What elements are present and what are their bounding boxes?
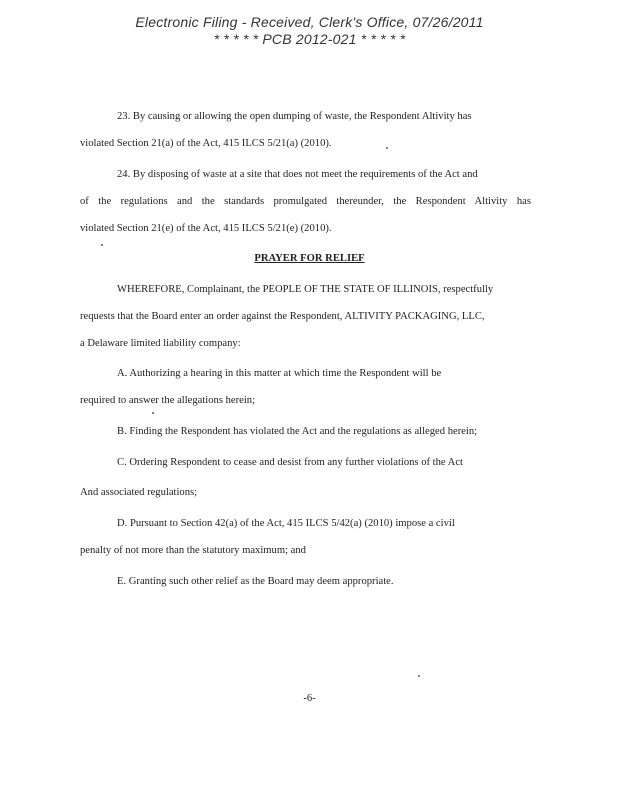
prayer-line-2: requests that the Board enter an order against the Respondent, ALTIVITY PACKAGING, LLC, bbox=[80, 311, 485, 322]
item-c-line-1: C. Ordering Respondent to cease and desist from any further violations of the Act bbox=[117, 457, 463, 468]
prayer-line-1: WHEREFORE, Complainant, the PEOPLE OF THE STATE OF ILLINOIS, respectfully bbox=[117, 284, 494, 295]
scan-speck bbox=[418, 675, 420, 677]
para-24-line-1: 24. By disposing of waste at a site that does not meet the requirements of the Act and bbox=[117, 169, 478, 180]
page-number: -6- bbox=[303, 693, 316, 704]
scan-speck bbox=[152, 412, 154, 414]
para-24-line-3: violated Section 21(e) of the Act, 415 ILCS 5/21(e) (2010). bbox=[80, 223, 332, 234]
para-23-line-1: 23. By causing or allowing the open dumping of waste, the Respondent Altivity has bbox=[117, 111, 472, 122]
scan-speck bbox=[101, 244, 103, 246]
scan-speck bbox=[386, 147, 388, 149]
item-b-line-1: B. Finding the Respondent has violated the Act and the regulations as alleged herein; bbox=[117, 426, 478, 437]
item-c-line-2: And associated regulations; bbox=[80, 487, 198, 498]
item-d-line-2: penalty of not more than the statutory maximum; and bbox=[80, 545, 306, 556]
item-a-line-2: required to answer the allegations herein; bbox=[80, 395, 256, 406]
item-d-line-1: D. Pursuant to Section 42(a) of the Act, 415 ILCS 5/42(a) (2010) impose a civil bbox=[117, 518, 455, 529]
item-e-line-1: E. Granting such other relief as the Board may deem appropriate. bbox=[117, 576, 394, 587]
prayer-heading: PRAYER FOR RELIEF bbox=[254, 253, 365, 264]
filing-stamp-line-1: Electronic Filing - Received, Clerk's Office, 07/26/2011 bbox=[135, 14, 484, 30]
filing-stamp-line-2: * * * * * PCB 2012-021 * * * * * bbox=[213, 31, 406, 47]
para-24-line-2: of the regulations and the standards promulgated thereunder, the Respondent Altivity has bbox=[80, 196, 531, 207]
para-23-line-2: violated Section 21(a) of the Act, 415 ILCS 5/21(a) (2010). bbox=[80, 138, 332, 149]
item-a-line-1: A. Authorizing a hearing in this matter at which time the Respondent will be bbox=[117, 368, 442, 379]
prayer-line-3: a Delaware limited liability company: bbox=[80, 338, 241, 349]
